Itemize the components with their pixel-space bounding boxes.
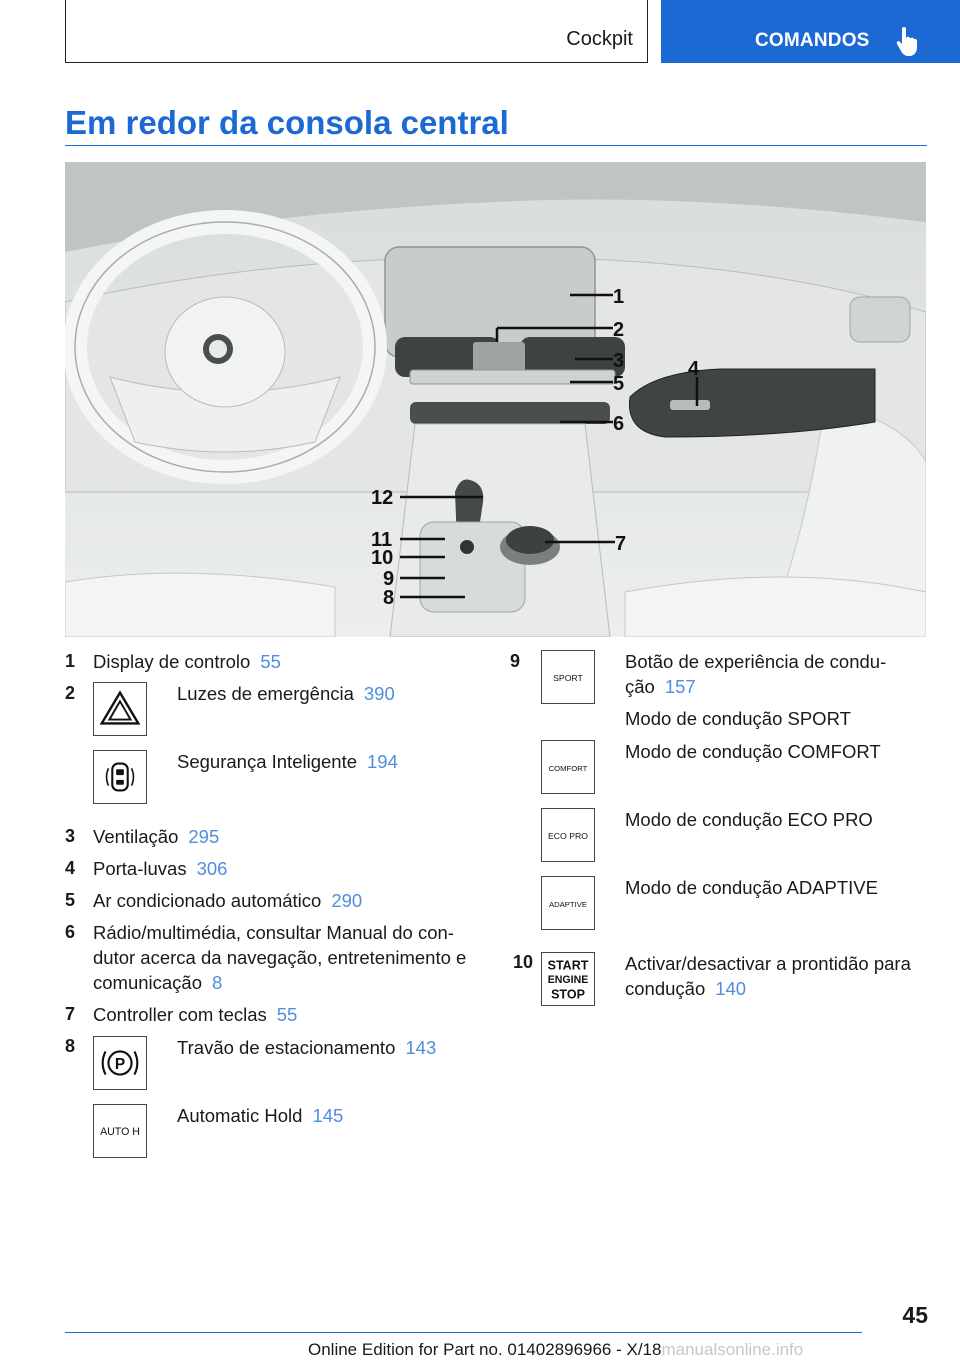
callout-7: 7 [615, 533, 627, 555]
start-stop-icon-label: START [547, 958, 589, 973]
item-number: 4 [65, 858, 76, 878]
page-ref-link[interactable]: 140 [715, 978, 747, 999]
callout-8: 8 [383, 587, 395, 609]
item-text-line: dutor acerca da navegação, entretenimento e [93, 947, 467, 968]
page-ref-link[interactable]: 306 [196, 858, 228, 879]
sport-mode-icon [541, 650, 595, 704]
page-ref-link[interactable]: 55 [276, 1004, 298, 1025]
adaptive-mode-icon [541, 876, 595, 930]
callout-6: 6 [613, 413, 625, 435]
item-text: Modo de condução ADAPTIVE [625, 877, 878, 898]
footer-edition-text: Online Edition for Part no. 01402896966 - X/18 [308, 1340, 662, 1359]
item-text-line: condução [625, 978, 706, 999]
callout-9: 9 [383, 568, 395, 590]
item-text: Modo de condução ECO PRO [625, 809, 873, 830]
item-text-line: comunicação [93, 972, 203, 993]
list-item [177, 681, 395, 706]
auto-hold-icon-label: AUTO H [100, 1125, 140, 1138]
item-text: Ar condicionado automático [93, 890, 322, 911]
item-text: Travão de estacionamento [177, 1037, 396, 1058]
eco-pro-mode-icon [541, 808, 595, 862]
header-chapter-tab[interactable] [661, 0, 960, 63]
list-item [177, 1035, 436, 1060]
item-text: Porta-luvas [93, 858, 187, 879]
start-stop-icon-label: ENGINE [547, 973, 589, 986]
item-text-line: Botão de experiência de condu- [625, 651, 887, 672]
hazard-warning-icon [93, 682, 147, 736]
parking-brake-icon [93, 1036, 147, 1090]
cockpit-illustration [65, 162, 926, 637]
page-ref-link[interactable]: 194 [367, 751, 398, 772]
list-item [93, 920, 466, 995]
item-number: 9 [510, 651, 521, 671]
pointing-hand-icon [894, 26, 920, 56]
auto-hold-icon [93, 1104, 147, 1158]
callout-11: 11 [371, 529, 393, 551]
callout-5: 5 [613, 373, 625, 395]
intelligent-safety-icon [93, 750, 147, 804]
item-text: Modo de condução SPORT [625, 708, 851, 729]
item-text-line: ção [625, 676, 655, 697]
item-text: Segurança Inteligente [177, 751, 357, 772]
callout-2: 2 [613, 319, 625, 341]
list-item [625, 951, 911, 1001]
list-item [93, 824, 219, 849]
item-text-line: Activar/desactivar a prontidão para [625, 953, 911, 974]
header-section-box [65, 0, 648, 63]
item-text: Display de controlo [93, 651, 251, 672]
item-text: Ventilação [93, 826, 179, 847]
item-number: 6 [65, 922, 76, 942]
item-number: 1 [65, 651, 76, 671]
page-ref-link[interactable]: 143 [405, 1037, 437, 1058]
list-item [93, 856, 227, 881]
comfort-mode-icon-label: COMFORT [548, 763, 588, 773]
page-ref-link[interactable]: 8 [212, 972, 223, 993]
list-item [177, 1103, 343, 1128]
page-ref-link[interactable]: 290 [331, 890, 363, 911]
callout-4: 4 [688, 358, 700, 380]
item-text: Luzes de emergência [177, 683, 354, 704]
sport-mode-icon-label: SPORT [553, 672, 583, 683]
watermark-brand: manualsonline.info [661, 1340, 804, 1359]
callout-12: 12 [371, 487, 394, 509]
page-ref-link[interactable]: 295 [188, 826, 220, 847]
callout-1: 1 [613, 286, 625, 308]
footer-divider [65, 1332, 862, 1333]
list-item [93, 1002, 297, 1027]
list-item [93, 649, 281, 674]
item-text: Modo de condução COMFORT [625, 741, 881, 762]
item-text: Controller com teclas [93, 1004, 267, 1025]
list-item [625, 649, 886, 699]
item-number: 7 [65, 1004, 76, 1024]
item-number: 10 [513, 952, 534, 972]
item-number: 2 [65, 683, 76, 703]
item-number: 8 [65, 1036, 76, 1056]
callout-10: 10 [371, 547, 394, 569]
item-number: 3 [65, 826, 76, 846]
footer-edition [308, 1340, 803, 1360]
title-divider [65, 145, 927, 146]
page-ref-link[interactable]: 55 [260, 651, 281, 672]
callout-3: 3 [613, 350, 625, 372]
page-title: Em redor da consola central [65, 104, 509, 141]
list-item [93, 888, 362, 913]
page-number: 45 [902, 1302, 928, 1328]
item-text: Automatic Hold [177, 1105, 303, 1126]
start-stop-icon [541, 952, 595, 1006]
start-stop-icon-label: STOP [551, 987, 585, 1002]
page-ref-link[interactable]: 157 [664, 676, 696, 697]
list-item [177, 749, 398, 774]
page-ref-link[interactable]: 390 [363, 683, 395, 704]
item-text-line: Rádio/multimédia, consultar Manual do con- [93, 922, 454, 943]
svg-text:P: P [114, 1055, 126, 1073]
header-chapter-label: COMANDOS [755, 30, 870, 51]
eco-pro-mode-icon-label: ECO PRO [548, 830, 588, 841]
item-number: 5 [65, 890, 76, 910]
comfort-mode-icon [541, 740, 595, 794]
cockpit-drawing [65, 162, 926, 637]
adaptive-mode-icon-label: ADAPTIVE [548, 899, 588, 909]
page-ref-link[interactable]: 145 [312, 1105, 344, 1126]
header-section-title: Cockpit [566, 28, 633, 50]
